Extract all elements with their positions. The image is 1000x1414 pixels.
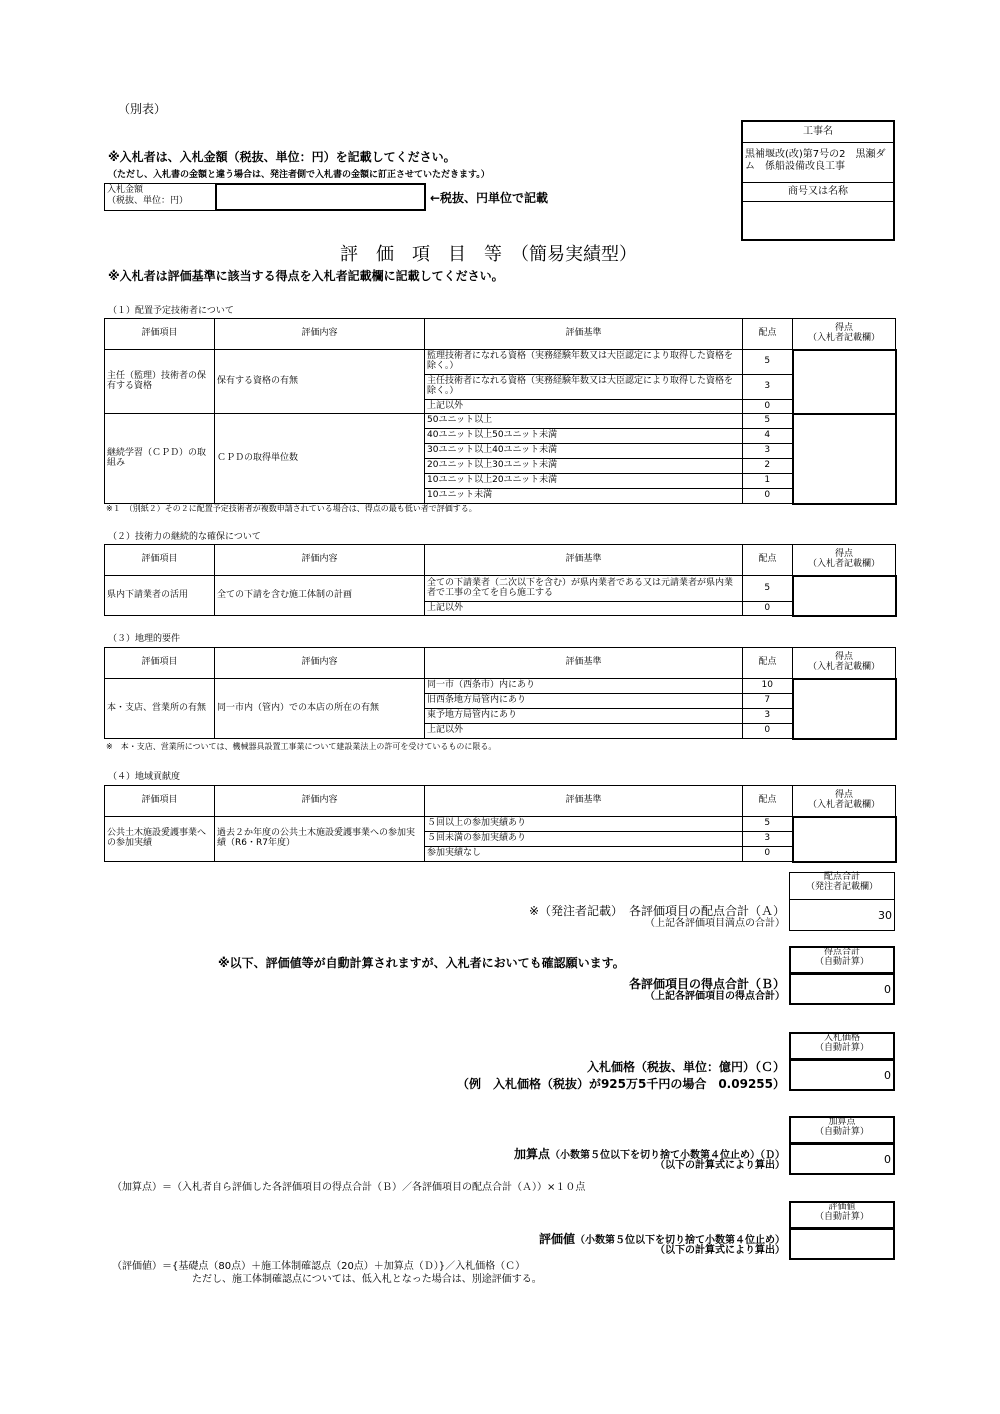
section-3-note: ※ 本・支店、営業所については、機械器具設置工事業について建設業法上の許可を受けているものに限る。 [106, 742, 497, 751]
content-cell: 過去２か年度の公共土木施設愛護事業への参加実績（R6・R7年度） [215, 817, 425, 862]
total-E-formula-2: ただし、施工体制確認点については、低入札となった場合は、別途評価する。 [192, 1274, 542, 1285]
criteria-cell: ５回以上の参加実績あり [425, 817, 743, 832]
project-name-value: 黒補堰改(改)第7号の2 黒瀬ダム 係船設備改良工事 [745, 149, 886, 172]
col-points: 配点 [743, 545, 793, 576]
score-input[interactable] [793, 350, 896, 414]
col-criteria: 評価基準 [425, 648, 743, 679]
bid-notice: ※入札者は、入札金額（税抜、単位：円）を記載してください。 [108, 150, 456, 164]
total-D-formula: （加算点）＝（入札者自ら評価した各評価項目の得点合計（Ｂ）／各評価項目の配点合計（Ａ））×１０点 [112, 1182, 586, 1193]
appendix-label: （別表） [118, 102, 167, 116]
criteria-cell: 10ユニット未満 [425, 489, 743, 504]
item-cell: 本・支店、営業所の有無 [105, 679, 215, 739]
score-input[interactable] [793, 576, 896, 616]
col-content: 評価内容 [215, 545, 425, 576]
criteria-cell: 上記以外 [425, 602, 743, 616]
total-A-label: ※（発注者記載） 各評価項目の配点合計（Ａ） [528, 904, 785, 918]
auto-calc-notice: ※以下、評価値等が自動計算されますが、入札者においても確認願います。 [218, 956, 625, 970]
col-content: 評価内容 [215, 319, 425, 350]
col-score: 得点 （入札者記載欄） [793, 648, 896, 679]
section-1-table [104, 318, 897, 505]
content-cell: ＣＰＤの取得単位数 [215, 414, 425, 504]
section-2-heading: （２）技術力の継続的な確保について [108, 532, 261, 542]
points-cell: 5 [743, 817, 793, 832]
content-cell: 保有する資格の有無 [215, 350, 425, 414]
bid-amount-label-2: （税抜、単位：円） [107, 196, 189, 207]
item-cell: 主任（監理）技術者の保有する資格 [105, 350, 215, 414]
criteria-cell: 全ての下請業者（二次以下を含む）が県内業者である又は元請業者が県内業者で工事の全てを自ら施工する [425, 576, 743, 602]
col-item: 評価項目 [105, 786, 215, 817]
col-points: 配点 [743, 648, 793, 679]
total-B-box-label: 得点合計 （自動計算） [789, 946, 895, 974]
total-E-box-label: 評価値 （自動計算） [789, 1201, 895, 1229]
total-D-label-rest: （小数第５位以下を切り捨て小数第４位止め）（Ｄ） [550, 1150, 785, 1161]
company-label: 商号又は名称 [743, 182, 893, 202]
points-cell: 0 [743, 847, 793, 862]
col-score: 得点 （入札者記載欄） [793, 545, 896, 576]
criteria-cell: 30ユニット以上40ユニット未満 [425, 444, 743, 459]
total-E-sub: （以下の計算式により算出） [655, 1245, 785, 1256]
total-E-label-rest: （小数第５位以下を切り捨て小数第４位止め） [575, 1235, 785, 1246]
col-score: 得点 （入札者記載欄） [793, 786, 896, 817]
criteria-cell: ５回未満の参加実績あり [425, 832, 743, 847]
points-cell: 5 [743, 414, 793, 429]
col-item: 評価項目 [105, 648, 215, 679]
points-cell: 3 [743, 709, 793, 724]
total-E-formula-1: （評価値）＝{基礎点（80点）＋施工体制確認点（20点）＋加算点（Ｄ）}／入札価格（Ｃ） [112, 1261, 526, 1272]
total-E-label-main: 評価値 [538, 1232, 575, 1246]
bid-notice-sub: （ただし、入札書の金額と違う場合は、発注者側で入札書の金額に訂正させていただきます。） [108, 170, 490, 180]
total-A-box-label: 配点合計 （発注者記載欄） [789, 872, 895, 900]
criteria-cell: 20ユニット以上30ユニット未満 [425, 459, 743, 474]
col-item: 評価項目 [105, 319, 215, 350]
section-1-heading: （１）配置予定技術者について [108, 306, 234, 316]
col-criteria: 評価基準 [425, 786, 743, 817]
col-content: 評価内容 [215, 786, 425, 817]
points-cell: 10 [743, 679, 793, 694]
col-criteria: 評価基準 [425, 545, 743, 576]
total-C-box-label: 入札価格 （自動計算） [789, 1032, 895, 1060]
points-cell: 2 [743, 459, 793, 474]
points-cell: 5 [743, 576, 793, 602]
total-C-value: 0 [789, 1059, 895, 1091]
criteria-cell: 同一市（西条市）内にあり [425, 679, 743, 694]
page-subtitle: ※入札者は評価基準に該当する得点を入札者記載欄に記載してください。 [108, 269, 504, 283]
criteria-cell: 東予地方局管内にあり [425, 709, 743, 724]
col-points: 配点 [743, 786, 793, 817]
total-A-value: 30 [789, 899, 895, 931]
criteria-cell: 参加実績なし [425, 847, 743, 862]
bid-amount-hint: ←税抜、円単位で記載 [430, 191, 549, 205]
project-name-label: 工事名 [743, 122, 893, 143]
points-cell: 0 [743, 400, 793, 414]
total-B-value: 0 [789, 973, 895, 1005]
content-cell: 同一市内（管内）での本店の所在の有無 [215, 679, 425, 739]
score-input[interactable] [793, 679, 896, 739]
item-cell: 県内下請業者の活用 [105, 576, 215, 616]
col-criteria: 評価基準 [425, 319, 743, 350]
total-B-sub: （上記各評価項目の得点合計） [645, 991, 785, 1002]
bid-amount-label-box [104, 183, 216, 211]
total-D-value: 0 [789, 1143, 895, 1175]
total-D-label-main: 加算点 [513, 1147, 550, 1161]
section-1-note: ※１ （別紙２）その２に配置予定技術者が複数申請されている場合は、得点の最も低い者で評価する。 [106, 504, 477, 513]
section-4-table [104, 785, 897, 863]
total-A-sub: （上記各評価項目満点の合計） [645, 918, 785, 929]
criteria-cell: 40ユニット以上50ユニット未満 [425, 429, 743, 444]
points-cell: 7 [743, 694, 793, 709]
content-cell: 全ての下請を含む施工体制の計画 [215, 576, 425, 616]
points-cell: 3 [743, 375, 793, 400]
bid-amount-input[interactable] [215, 183, 426, 211]
score-input[interactable] [793, 817, 896, 862]
col-item: 評価項目 [105, 545, 215, 576]
item-cell: 公共土木施設愛護事業への参加実績 [105, 817, 215, 862]
col-score: 得点 （入札者記載欄） [793, 319, 896, 350]
points-cell: 4 [743, 429, 793, 444]
criteria-cell: 旧西条地方局管内にあり [425, 694, 743, 709]
total-C-sub: （例 入札価格（税抜）が925万5千円の場合 0.09255） [456, 1077, 785, 1091]
item-cell: 継続学習（ＣＰＤ）の取組み [105, 414, 215, 504]
col-points: 配点 [743, 319, 793, 350]
col-content: 評価内容 [215, 648, 425, 679]
section-3-table [104, 647, 897, 740]
bid-amount-label-1: 入札金額 [107, 185, 144, 195]
section-2-table [104, 544, 897, 617]
criteria-cell: 50ユニット以上 [425, 414, 743, 429]
total-C-label: 入札価格（税抜、単位：億円）（Ｃ） [586, 1060, 785, 1074]
project-box [741, 120, 895, 241]
points-cell: 1 [743, 474, 793, 489]
page-title: 評 価 項 目 等 （簡易実績型） [340, 244, 637, 265]
total-B-label: 各評価項目の得点合計（Ｂ） [628, 977, 785, 991]
points-cell: 0 [743, 602, 793, 616]
criteria-cell: 監理技術者になれる資格（実務経験年数又は大臣認定により取得した資格を除く。） [425, 350, 743, 375]
points-cell: 3 [743, 832, 793, 847]
total-E-value [789, 1228, 895, 1260]
criteria-cell: 10ユニット以上20ユニット未満 [425, 474, 743, 489]
criteria-cell: 主任技術者になれる資格（実務経験年数又は大臣認定により取得した資格を除く。） [425, 375, 743, 400]
total-D-box-label: 加算点 （自動計算） [789, 1116, 895, 1144]
total-D-sub: （以下の計算式により算出） [655, 1160, 785, 1171]
points-cell: 3 [743, 444, 793, 459]
points-cell: 0 [743, 724, 793, 739]
criteria-cell: 上記以外 [425, 400, 743, 414]
score-input[interactable] [793, 414, 896, 504]
section-4-heading: （４）地域貢献度 [108, 772, 181, 782]
points-cell: 0 [743, 489, 793, 504]
criteria-cell: 上記以外 [425, 724, 743, 739]
section-3-heading: （３）地理的要件 [108, 634, 181, 644]
points-cell: 5 [743, 350, 793, 375]
